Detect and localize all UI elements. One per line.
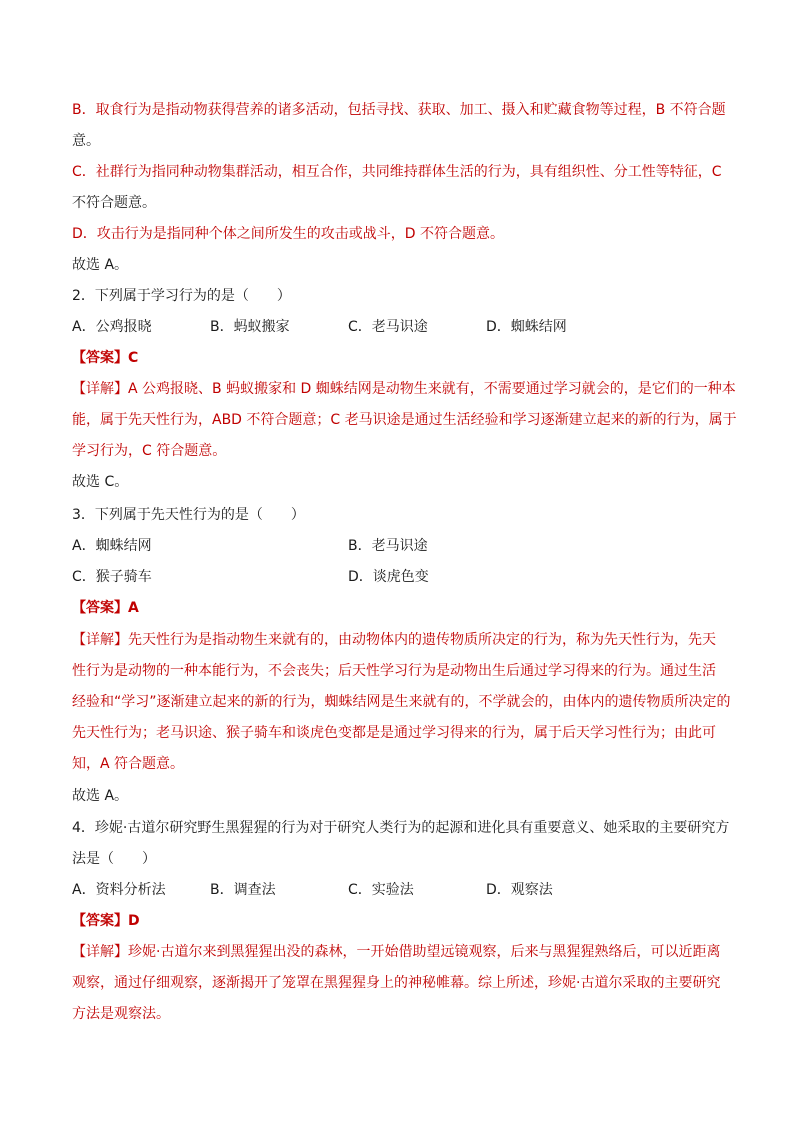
q3-detail-line1: 【详解】先天性行为是指动物生来就有的，由动物体内的遗传物质所决定的行为，称为先天性行为，先天 bbox=[72, 632, 716, 648]
q3-answer-label: 【答案】A bbox=[72, 600, 139, 616]
q4-answer-label: 【答案】D bbox=[72, 913, 140, 929]
q3-detail-line5: 知，A 符合题意。 bbox=[72, 756, 185, 772]
q3-detail-line2: 性行为是动物的一种本能行为，不会丧失；后天性学习行为是动物出生后通过学习得来的行为。通过生活 bbox=[72, 663, 716, 679]
q1-conclusion: 故选 A。 bbox=[72, 257, 129, 273]
q3-detail-line4: 先天性行为；老马识途、猴子骑车和谈虎色变都是是通过学习得来的行为，属于后天学习性行为；由此可 bbox=[72, 725, 716, 741]
q2-option-c: C．老马识途 bbox=[348, 319, 428, 335]
q2-option-d: D．蜘蛛结网 bbox=[486, 319, 567, 335]
q2-stem: 2．下列属于学习行为的是（ ） bbox=[72, 288, 291, 304]
q4-option-c: C．实验法 bbox=[348, 882, 414, 898]
q1-explain-c-line1: C．社群行为指同种动物集群活动，相互合作，共同维持群体生活的行为，具有组织性、分工性等特征，C bbox=[72, 164, 722, 180]
q2-conclusion: 故选 C。 bbox=[72, 474, 129, 490]
q1-explain-b-line2: 意。 bbox=[72, 133, 100, 149]
q2-detail-line1: 【详解】A 公鸡报晓、B 蚂蚁搬家和 D 蜘蛛结网是动物生来就有，不需要通过学习就会的，是它们的一种本 bbox=[72, 381, 736, 397]
q2-option-a: A．公鸡报晓 bbox=[72, 319, 152, 335]
q3-stem: 3．下列属于先天性行为的是（ ） bbox=[72, 507, 305, 523]
q2-detail-line2: 能，属于先天性行为，ABD 不符合题意；C 老马识途是通过生活经验和学习逐渐建立起来的新的行为，属于 bbox=[72, 412, 737, 428]
q4-detail-line3: 方法是观察法。 bbox=[72, 1006, 170, 1022]
q3-option-b: B．老马识途 bbox=[348, 538, 428, 554]
q2-detail-line3: 学习行为，C 符合题意。 bbox=[72, 443, 227, 459]
q4-stem-line2: 法是（ ） bbox=[72, 851, 156, 867]
q1-explain-b-line1: B．取食行为是指动物获得营养的诸多活动，包括寻找、获取、加工、摄入和贮藏食物等过程，B 不符合题 bbox=[72, 102, 726, 118]
q4-option-a: A．资料分析法 bbox=[72, 882, 166, 898]
q4-detail-line1: 【详解】珍妮·古道尔来到黑猩猩出没的森林，一开始借助望远镜观察，后来与黑猩猩熟络后，可以近距离 bbox=[72, 944, 721, 960]
q3-option-c: C．猴子骑车 bbox=[72, 569, 152, 585]
q3-option-a: A．蜘蛛结网 bbox=[72, 538, 152, 554]
q3-detail-line3: 经验和“学习”逐渐建立起来的新的行为，蜘蛛结网是生来就有的，不学就会的，由体内的遗传物质所决定的 bbox=[72, 694, 731, 710]
q4-option-d: D．观察法 bbox=[486, 882, 553, 898]
q1-explain-d: D．攻击行为是指同种个体之间所发生的攻击或战斗，D 不符合题意。 bbox=[72, 226, 505, 242]
q2-option-b: B．蚂蚁搬家 bbox=[210, 319, 290, 335]
q1-explain-c-line2: 不符合题意。 bbox=[72, 195, 156, 211]
q4-stem-line1: 4．珍妮·古道尔研究野生黑猩猩的行为对于研究人类行为的起源和进化具有重要意义、她采取的主要研究方 bbox=[72, 820, 730, 836]
q3-option-d: D．谈虎色变 bbox=[348, 569, 429, 585]
q3-conclusion: 故选 A。 bbox=[72, 788, 129, 804]
q4-detail-line2: 观察，通过仔细观察，逐渐揭开了笼罩在黑猩猩身上的神秘帷幕。综上所述，珍妮·古道尔采取的主要研究 bbox=[72, 975, 721, 991]
q2-answer-label: 【答案】C bbox=[72, 350, 139, 366]
q4-option-b: B．调查法 bbox=[210, 882, 276, 898]
